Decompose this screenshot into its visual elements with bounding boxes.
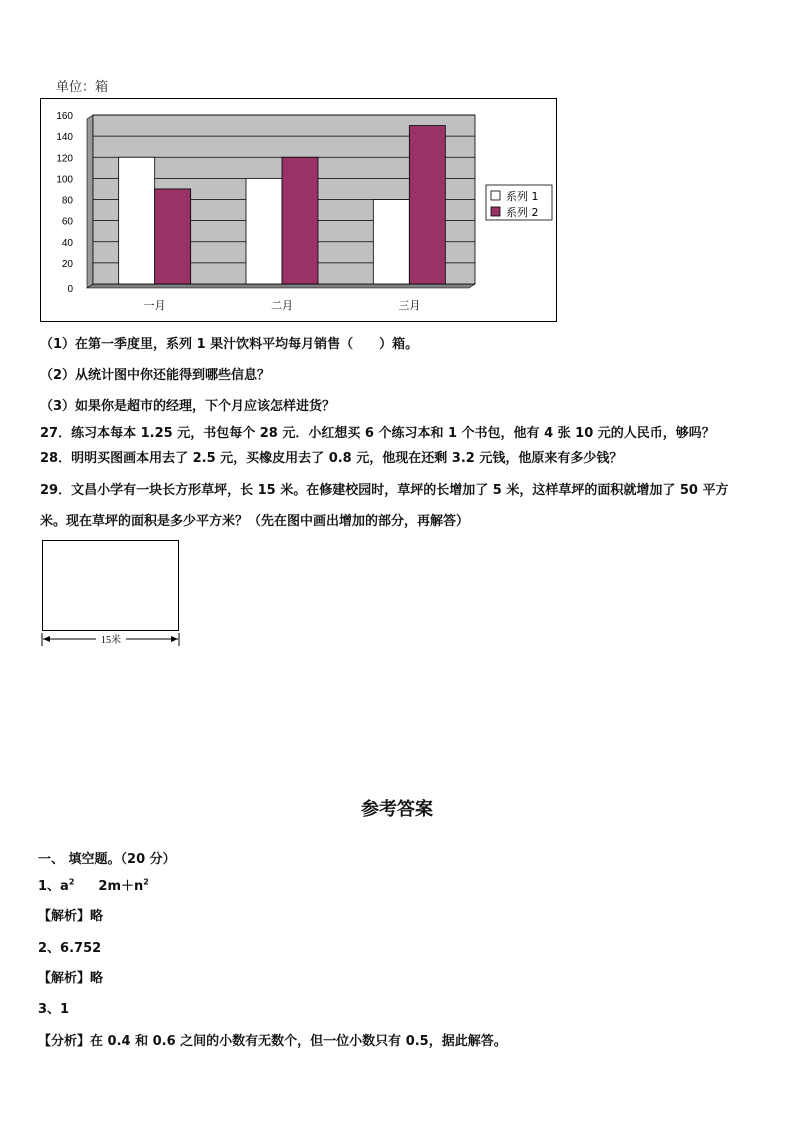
y-tick-label: 80 <box>61 195 73 207</box>
answer-2: 2、6.752 <box>38 941 102 956</box>
answer-3-note: 【分析】在 0.4 和 0.6 之间的小数有无数个，但一位小数只有 0.5，据此解答。 <box>38 1034 507 1049</box>
bar-1-1 <box>119 157 155 284</box>
chart-unit-label: 单位：箱 <box>56 80 109 95</box>
plot-floor <box>87 284 475 288</box>
legend-label-2: 系列 2 <box>506 206 539 219</box>
question-27: 27．练习本每本 1.25 元，书包每个 28 元．小红想买 6 个练习本和 1 个书包，他有 4 张 10 元的人民币，够吗？ <box>40 426 715 441</box>
question-26-3: （3）如果你是超市的经理，下个月应该怎样进货？ <box>40 399 336 414</box>
y-tick-label: 20 <box>61 258 73 270</box>
lawn-figure <box>40 538 182 648</box>
y-tick-label: 0 <box>67 284 73 295</box>
dim-arrow-left <box>43 636 50 642</box>
answer-title: 参考答案 <box>361 799 433 820</box>
y-tick-label: 40 <box>61 237 73 249</box>
y-tick-label: 100 <box>56 174 73 186</box>
y-tick-label: 60 <box>61 216 73 228</box>
y-tick-label: 160 <box>56 111 73 122</box>
y-tick-label: 140 <box>56 132 73 144</box>
answer-1-part2: 2m＋n <box>98 879 144 894</box>
answer-1 <box>38 875 149 894</box>
answer-section: 一、 填空题。（20 分） <box>38 852 176 867</box>
question-29-line1: 29．文昌小学有一块长方形草坪，长 15 米。在修建校园时，草坪的长增加了 5 米，这样草坪的面积就增加了 50 平方 <box>40 483 729 498</box>
x-tick-label: 三月 <box>398 299 421 312</box>
question-28: 28．明明买图画本用去了 2.5 元，买橡皮用去了 0.8 元，他现在还剩 3.2 元钱，他原来有多少钱？ <box>40 451 623 466</box>
answer-1-note: 【解析】略 <box>38 909 104 924</box>
bar-2-1 <box>155 189 191 284</box>
bar-2-2 <box>282 157 318 284</box>
answer-1-sup2: 2 <box>143 877 149 887</box>
legend-label-1: 系列 1 <box>506 190 539 203</box>
answer-3: 3、1 <box>38 1002 70 1017</box>
lawn-rectangle <box>43 541 179 631</box>
plot-side-wall <box>87 115 93 288</box>
question-29-line2: 米。现在草坪的面积是多少平方米？（先在图中画出增加的部分，再解答） <box>40 514 470 529</box>
bar-1-3 <box>373 200 409 285</box>
answer-1-part1: a <box>60 879 69 894</box>
question-26-1: （1）在第一季度里，系列 1 果汁饮料平均每月销售（ ）箱。 <box>40 337 419 352</box>
bar-2-3 <box>409 126 445 284</box>
x-tick-label: 二月 <box>271 299 293 312</box>
legend-swatch-2 <box>491 207 500 216</box>
legend-swatch-1 <box>491 191 500 200</box>
dim-arrow-right <box>171 636 178 642</box>
y-tick-label: 120 <box>56 153 73 165</box>
answer-1-label: 1、 <box>38 879 61 894</box>
x-tick-label: 一月 <box>143 299 166 312</box>
bar-chart <box>40 98 557 322</box>
bar-1-2 <box>246 178 282 284</box>
question-26-2: （2）从统计图中你还能得到哪些信息？ <box>40 368 271 383</box>
answer-2-note: 【解析】略 <box>38 971 104 986</box>
answer-1-sup1: 2 <box>68 877 75 887</box>
length-label: 15米 <box>101 635 121 646</box>
